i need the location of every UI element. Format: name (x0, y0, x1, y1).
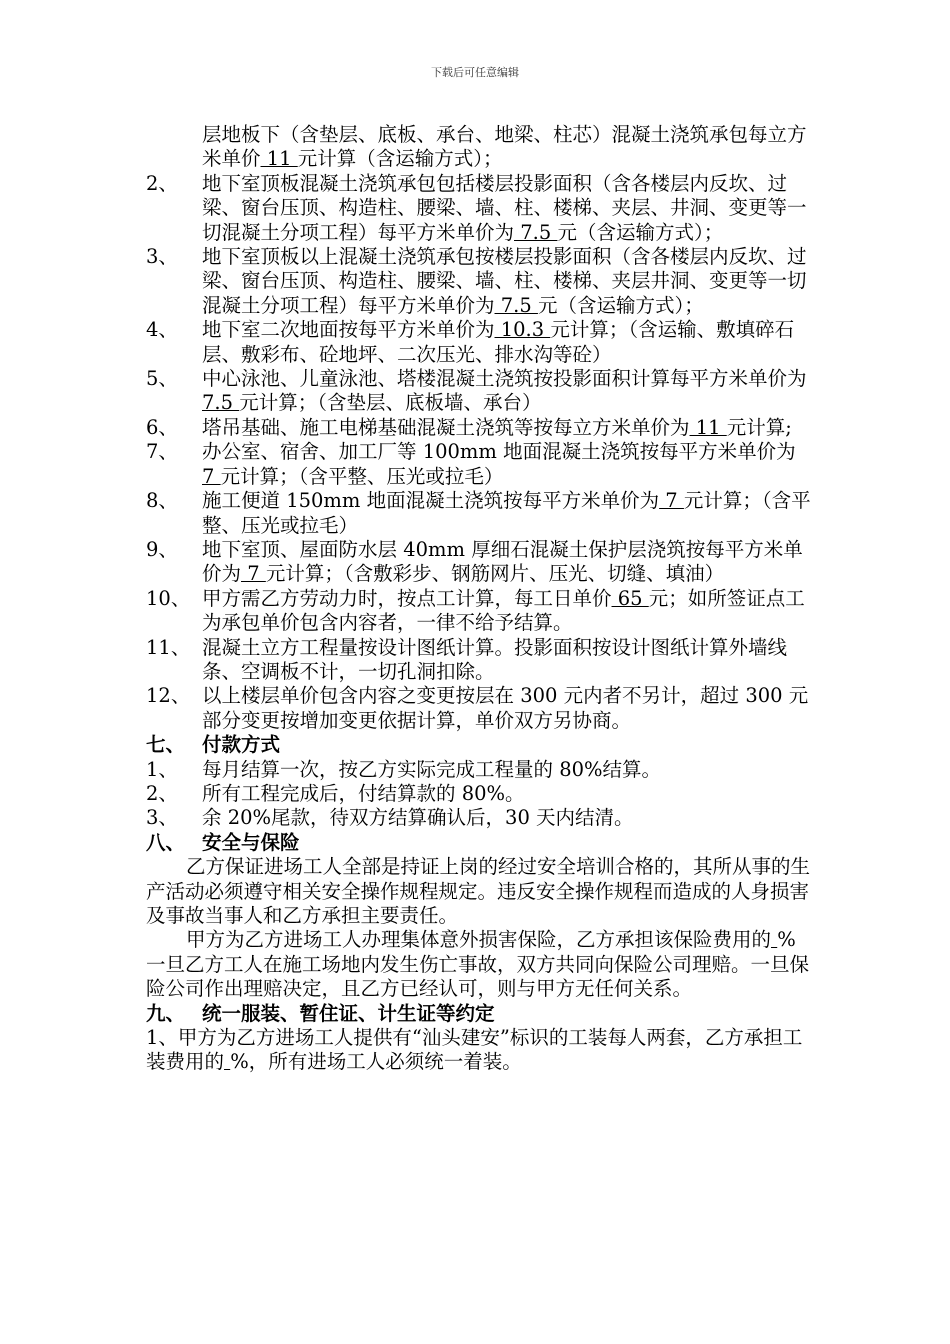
list-item (146, 367, 814, 416)
item-number: 1、 (146, 757, 178, 781)
item-text: 每月结算一次，按乙方实际完成工程量的 80%结算。 (202, 757, 662, 781)
section-heading-uniform (146, 1002, 814, 1026)
item-text: 混凝土立方工程量按设计图纸计算。投影面积按设计图纸计算外墙线条、空调板不计，一切孔洞扣除。 (202, 635, 788, 683)
continuation-paragraph (146, 123, 814, 172)
item-price: 7.5 (202, 391, 240, 415)
safety-paragraph: 乙方保证进场工人全部是持证上岗的经过安全培训合格的，其所从事的生产活动必须遵守相关安全操作规程规定。违反安全操作规程而造成的人身损害及事故当事人和乙方承担主要责任。 (146, 855, 811, 927)
list-item (146, 416, 814, 440)
document-body (146, 123, 814, 1075)
item-price: 7 (202, 464, 221, 488)
item-text: 中心泳池、儿童泳池、塔楼混凝土浇筑按投影面积计算每平方米单价为 7.5 元计算；（含垫层、底板墙、承台） (202, 367, 807, 415)
section-title: 付款方式 (202, 733, 281, 757)
item-number: 6、 (146, 415, 178, 439)
item-text: 余 20%尾款，待双方结算确认后，30 天内结清。 (202, 806, 634, 830)
list-item (146, 245, 814, 318)
item-price: 7.5 (514, 220, 558, 244)
item-text: 地下室顶板以上混凝土浇筑承包按楼层投影面积（含各楼层内反坎、过梁、窗台压顶、构造柱、腰梁、墙、柱、楼梯、夹层井洞、变更等一切混凝土分项工程）每平方米单价为 7.5 元（含运输方式）； (202, 245, 807, 317)
list-item (146, 806, 814, 830)
item-number: 9、 (146, 537, 178, 561)
item-text: 塔吊基础、施工电梯基础混凝土浇筑等按每立方米单价为 11 元计算; (202, 415, 792, 439)
item-number: 4、 (146, 318, 178, 342)
item-number: 3、 (146, 245, 178, 269)
list-item (146, 782, 814, 806)
item-number: 12、 (146, 684, 191, 708)
insurance-paragraph: 甲方为乙方进场工人办理集体意外损害保险，乙方承担该保险费用的 %一旦乙方工人在施工场地内发生伤亡事故，双方共同向保险公司理赔。一旦保险公司作出理赔决定，且乙方已经认可，则与甲方无任何关系。 (146, 928, 810, 1001)
section-number: 七、 (146, 733, 186, 757)
item-number: 5、 (146, 367, 178, 391)
item-text: 地下室顶板混凝土浇筑承包包括楼层投影面积（含各楼层内反坎、过梁、窗台压顶、构造柱、腰梁、墙、柱、楼梯、夹层、井洞、变更等一切混凝土分项工程）每平方米单价为 7.5 元（含运输方式）； (202, 171, 807, 244)
item-text: 所有工程完成后，付结算款的 80%。 (202, 781, 525, 805)
item-price: 65 (611, 586, 649, 610)
item-price: 10.3 (494, 318, 551, 342)
item-number: 8、 (146, 489, 178, 513)
item-number: 3、 (146, 806, 178, 830)
continuation-text: 层地板下（含垫层、底板、承台、地梁、柱芯）混凝土浇筑承包每立方米单价 (202, 123, 807, 171)
list-item (146, 538, 814, 587)
item-price: 7 (659, 489, 684, 513)
item-number: 11、 (146, 635, 191, 659)
continuation-tail: 元计算（含运输方式）； (297, 147, 503, 171)
section-number: 八、 (146, 830, 186, 854)
item-price: 7.5 (494, 293, 538, 317)
item-text: 以上楼层单价包含内容之变更按层在 300 元内者不另计，超过 300 元部分变更按增加变更依据计算，单价双方另协商。 (202, 684, 809, 732)
item-text: 地下室二次地面按每平方米单价为 10.3 元计算；（含运输、敷填碎石层、敷彩布、砼地坪、二次压光、排水沟等砼） (202, 318, 795, 366)
list-item (146, 440, 814, 489)
item-text: 甲方需乙方劳动力时，按点工计算，每工日单价 65 元；如所签证点工为承包单价包含内容者，一律不给予结算。 (202, 586, 805, 635)
section-title: 安全与保险 (202, 830, 300, 854)
continuation-price: 11 (260, 147, 298, 171)
list-item (146, 318, 814, 367)
list-item (146, 636, 814, 685)
list-item (146, 758, 814, 782)
list-item (146, 489, 814, 538)
item-price: 11 (689, 415, 727, 439)
list-item (146, 172, 814, 245)
page-header: 下载后可任意编辑 (431, 66, 519, 79)
section-number: 九、 (146, 1001, 186, 1025)
section-heading-payment (146, 733, 814, 757)
item-price: 7 (241, 562, 266, 586)
list-item (146, 587, 814, 636)
item-number: 2、 (146, 171, 178, 195)
item-text: 施工便道 150mm 地面混凝土浇筑按每平方米单价为 7 元计算；（含平整、压光或拉毛） (202, 489, 811, 537)
item-number: 7、 (146, 440, 178, 464)
item-number: 10、 (146, 586, 191, 610)
item-text: 办公室、宿舍、加工厂等 100mm 地面混凝土浇筑按每平方米单价为 7 元计算；（含平整、压光或拉毛） (202, 440, 796, 488)
item-text: 地下室顶、屋面防水层 40mm 厚细石混凝土保护层浇筑按每平方米单价为 7 元计算；（含敷彩步、钢筋网片、压光、切缝、填油） (202, 537, 803, 586)
list-item (146, 684, 814, 733)
section-title: 统一服装、暂住证、计生证等约定 (202, 1001, 495, 1025)
section-heading-safety (146, 831, 814, 855)
item-number: 2、 (146, 781, 178, 805)
uniform-paragraph: 1、甲方为乙方进场工人提供有“汕头建安”标识的工装每人两套，乙方承担工装费用的 %，所有进场工人必须统一着装。 (146, 1026, 803, 1074)
